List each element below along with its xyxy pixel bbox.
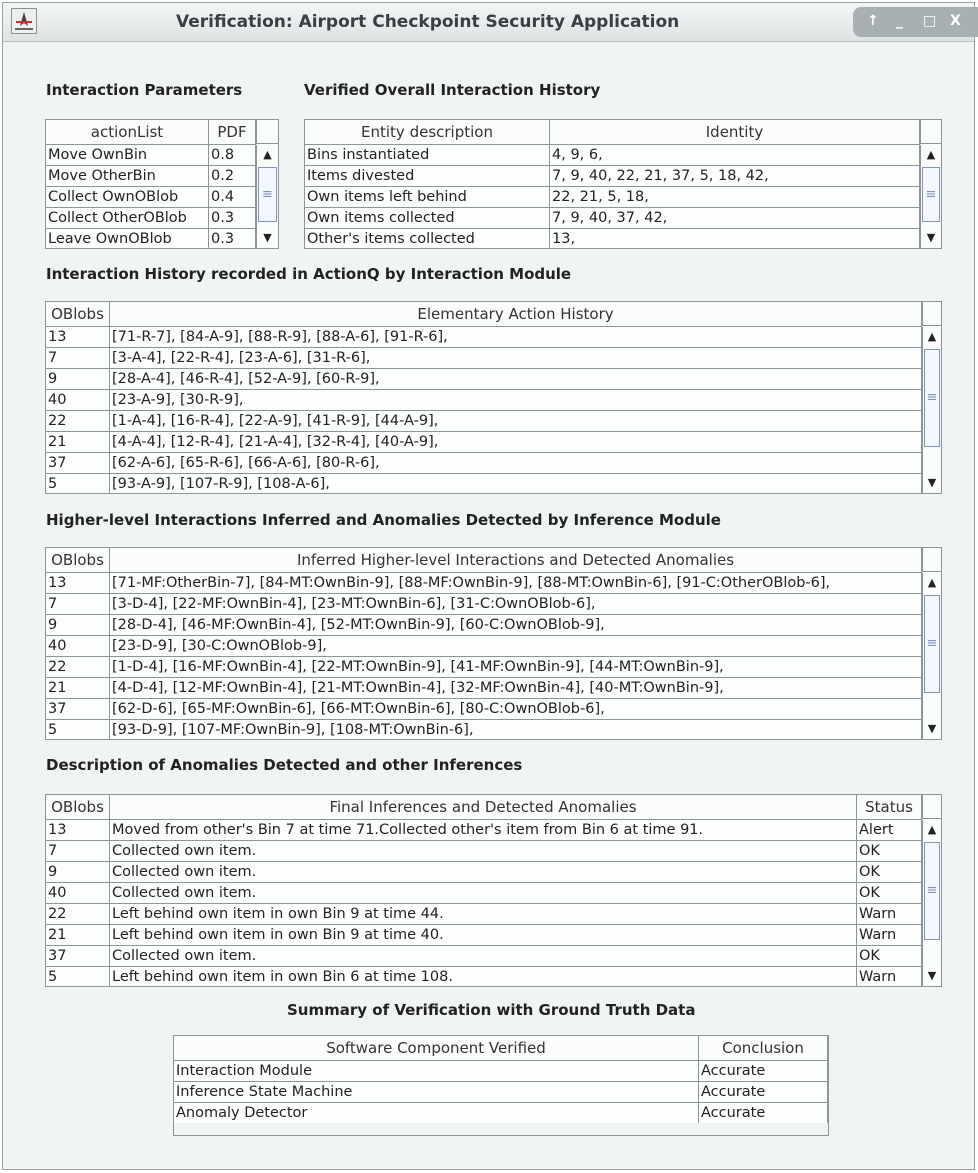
column-header[interactable]: PDF bbox=[209, 120, 256, 144]
table-cell: Warn bbox=[857, 925, 922, 945]
table-row[interactable] bbox=[46, 474, 922, 494]
close-icon[interactable]: X bbox=[950, 13, 961, 29]
column-header[interactable]: Identity bbox=[550, 120, 920, 144]
table-cell: [93-A-9], [107-R-9], [108-A-6], bbox=[110, 474, 922, 494]
table-cell: Collect OtherOBlob bbox=[46, 208, 209, 228]
table-cell: Collected own item. bbox=[110, 883, 857, 903]
table-cell: Interaction Module bbox=[174, 1061, 699, 1081]
table-cell: [3-D-4], [22-MF:OwnBin-4], [23-MT:OwnBin-6], [31-C:OwnOBlob-6], bbox=[110, 594, 922, 614]
overall-history-table[interactable] bbox=[304, 119, 942, 249]
scroll-down-icon[interactable]: ▼ bbox=[926, 231, 936, 244]
table-cell: 37 bbox=[46, 946, 110, 966]
minimize-icon[interactable]: _ bbox=[896, 13, 903, 29]
table-row[interactable] bbox=[46, 453, 922, 474]
scrollbar-corner bbox=[922, 795, 941, 819]
table-cell: Bins instantiated bbox=[305, 145, 550, 165]
table-cell: Left behind own item in own Bin 9 at time 40. bbox=[110, 925, 857, 945]
column-header[interactable]: Elementary Action History bbox=[110, 302, 922, 326]
table-cell: 0.3 bbox=[209, 229, 256, 249]
table-cell: 7 bbox=[46, 348, 110, 368]
table-cell: Collect OwnOBlob bbox=[46, 187, 209, 207]
table-cell: Move OtherBin bbox=[46, 166, 209, 186]
table-row[interactable] bbox=[46, 145, 256, 166]
title-bar[interactable] bbox=[3, 3, 974, 42]
table-cell: 22 bbox=[46, 657, 110, 677]
vertical-scrollbar[interactable] bbox=[922, 573, 941, 739]
scroll-down-icon[interactable]: ▼ bbox=[263, 231, 272, 244]
interaction-parameters-heading: Interaction Parameters bbox=[46, 81, 243, 99]
table-cell: Accurate bbox=[699, 1082, 828, 1102]
table-header bbox=[174, 1036, 828, 1061]
table-cell: Warn bbox=[857, 967, 922, 987]
action-history-heading: Interaction History recorded in ActionQ by Interaction Module bbox=[46, 265, 572, 283]
table-cell: 9 bbox=[46, 862, 110, 882]
scrollbar-corner bbox=[256, 120, 278, 144]
app-icon[interactable] bbox=[11, 8, 37, 34]
anomalies-heading: Description of Anomalies Detected and other Inferences bbox=[46, 756, 523, 774]
table-cell: 7 bbox=[46, 841, 110, 861]
table-cell: 5 bbox=[46, 720, 110, 740]
table-row[interactable] bbox=[174, 1061, 828, 1082]
scroll-down-icon[interactable]: ▼ bbox=[927, 969, 937, 982]
table-cell: 5 bbox=[46, 967, 110, 987]
scroll-thumb[interactable] bbox=[924, 595, 940, 693]
table-row[interactable] bbox=[46, 327, 922, 348]
table-header bbox=[46, 548, 922, 573]
table-body bbox=[46, 820, 922, 987]
overall-history-heading: Verified Overall Interaction History bbox=[304, 81, 601, 99]
table-cell: 13, bbox=[550, 229, 920, 249]
table-row[interactable] bbox=[305, 229, 920, 249]
table-cell: 0.8 bbox=[209, 145, 256, 165]
scroll-up-icon[interactable]: ▲ bbox=[263, 148, 272, 161]
table-row[interactable] bbox=[46, 573, 922, 594]
table-cell: OK bbox=[857, 883, 922, 903]
table-cell: [3-A-4], [22-R-4], [23-A-6], [31-R-6], bbox=[110, 348, 922, 368]
scroll-thumb[interactable] bbox=[924, 842, 940, 940]
scroll-up-icon[interactable]: ▲ bbox=[927, 576, 937, 589]
table-cell: 13 bbox=[46, 573, 110, 593]
table-cell: Own items collected bbox=[305, 208, 550, 228]
table-body bbox=[305, 145, 920, 249]
column-header[interactable]: Inferred Higher-level Interactions and Detected Anomalies bbox=[110, 548, 922, 572]
table-cell: 21 bbox=[46, 432, 110, 452]
table-cell: 4, 9, 6, bbox=[550, 145, 920, 165]
table-cell: Move OwnBin bbox=[46, 145, 209, 165]
table-cell: 40 bbox=[46, 390, 110, 410]
table-row[interactable] bbox=[46, 904, 922, 925]
inferred-interactions-table[interactable] bbox=[45, 547, 942, 740]
table-row[interactable] bbox=[46, 820, 922, 841]
table-row[interactable] bbox=[46, 229, 256, 249]
table-row[interactable] bbox=[305, 166, 920, 187]
summary-heading: Summary of Verification with Ground Truth Data bbox=[287, 1001, 696, 1019]
scroll-down-icon[interactable]: ▼ bbox=[927, 476, 937, 489]
table-row[interactable] bbox=[46, 369, 922, 390]
window-controls bbox=[853, 7, 978, 37]
scrollbar-corner bbox=[922, 302, 941, 326]
table-row[interactable] bbox=[46, 348, 922, 369]
anomalies-table[interactable] bbox=[45, 794, 942, 987]
scroll-down-icon[interactable]: ▼ bbox=[927, 722, 937, 735]
table-cell: OK bbox=[857, 862, 922, 882]
table-row[interactable] bbox=[46, 390, 922, 411]
table-cell: [62-A-6], [65-R-6], [66-A-6], [80-R-6], bbox=[110, 453, 922, 473]
table-cell: 0.3 bbox=[209, 208, 256, 228]
table-header bbox=[46, 302, 922, 327]
table-header bbox=[46, 795, 922, 820]
action-history-table[interactable] bbox=[45, 301, 942, 494]
table-cell: [93-D-9], [107-MF:OwnBin-9], [108-MT:OwnBin-6], bbox=[110, 720, 922, 740]
table-row[interactable] bbox=[46, 615, 922, 636]
window-up-icon[interactable]: ↑ bbox=[867, 13, 879, 29]
table-cell: OK bbox=[857, 946, 922, 966]
table-row[interactable] bbox=[305, 208, 920, 229]
table-cell: [23-D-9], [30-C:OwnOBlob-9], bbox=[110, 636, 922, 656]
vertical-scrollbar[interactable] bbox=[920, 145, 941, 248]
table-cell: 7, 9, 40, 37, 42, bbox=[550, 208, 920, 228]
table-cell: Collected own item. bbox=[110, 946, 857, 966]
table-cell: Collected own item. bbox=[110, 862, 857, 882]
table-row[interactable] bbox=[46, 432, 922, 453]
table-row[interactable] bbox=[174, 1082, 828, 1103]
table-cell: 13 bbox=[46, 327, 110, 347]
table-cell: 21 bbox=[46, 925, 110, 945]
table-row[interactable] bbox=[46, 636, 922, 657]
table-row[interactable] bbox=[46, 657, 922, 678]
table-cell: 0.2 bbox=[209, 166, 256, 186]
verification-summary-table[interactable] bbox=[173, 1035, 829, 1136]
scroll-up-icon[interactable]: ▲ bbox=[927, 330, 937, 343]
table-cell: 22 bbox=[46, 411, 110, 431]
table-cell: 0.4 bbox=[209, 187, 256, 207]
table-row[interactable] bbox=[46, 166, 256, 187]
table-cell: [71-MF:OtherBin-7], [84-MT:OwnBin-9], [88-MF:OwnBin-9], [88-MT:OwnBin-6], [91-C:OtherOBlob-6], bbox=[110, 573, 922, 593]
interaction-parameters-table[interactable] bbox=[45, 119, 279, 249]
table-row[interactable] bbox=[46, 699, 922, 720]
table-cell: 40 bbox=[46, 636, 110, 656]
table-cell: Items divested bbox=[305, 166, 550, 186]
column-header[interactable]: Software Component Verified bbox=[174, 1036, 699, 1060]
table-cell: 9 bbox=[46, 369, 110, 389]
table-cell: 37 bbox=[46, 699, 110, 719]
table-cell: Leave OwnOBlob bbox=[46, 229, 209, 249]
scroll-up-icon[interactable]: ▲ bbox=[926, 148, 936, 161]
scroll-thumb[interactable] bbox=[258, 167, 277, 222]
table-row[interactable] bbox=[46, 946, 922, 967]
table-cell: 37 bbox=[46, 453, 110, 473]
table-cell: Collected own item. bbox=[110, 841, 857, 861]
table-body bbox=[46, 327, 922, 494]
table-header bbox=[305, 120, 920, 145]
table-cell: [23-A-9], [30-R-9], bbox=[110, 390, 922, 410]
maximize-icon[interactable]: □ bbox=[923, 13, 937, 29]
table-cell: Warn bbox=[857, 904, 922, 924]
table-cell: 13 bbox=[46, 820, 110, 840]
scroll-up-icon[interactable]: ▲ bbox=[927, 823, 937, 836]
scrollbar-corner bbox=[922, 548, 941, 572]
vertical-scrollbar[interactable] bbox=[922, 327, 941, 493]
column-header[interactable]: Conclusion bbox=[699, 1036, 828, 1060]
table-row[interactable] bbox=[305, 145, 920, 166]
table-row[interactable] bbox=[174, 1103, 828, 1124]
table-row[interactable] bbox=[46, 678, 922, 699]
table-row[interactable] bbox=[46, 883, 922, 904]
table-cell: [28-A-4], [46-R-4], [52-A-9], [60-R-9], bbox=[110, 369, 922, 389]
table-row[interactable] bbox=[46, 594, 922, 615]
table-cell: OK bbox=[857, 841, 922, 861]
table-row[interactable] bbox=[46, 411, 922, 432]
table-row[interactable] bbox=[46, 208, 256, 229]
table-body bbox=[46, 573, 922, 740]
table-cell: [62-D-6], [65-MF:OwnBin-6], [66-MT:OwnBin-6], [80-C:OwnOBlob-6], bbox=[110, 699, 922, 719]
table-cell: [28-D-4], [46-MF:OwnBin-4], [52-MT:OwnBin-9], [60-C:OwnOBlob-9], bbox=[110, 615, 922, 635]
airport-checkpoint-icon bbox=[12, 9, 36, 33]
table-cell: 7, 9, 40, 22, 21, 37, 5, 18, 42, bbox=[550, 166, 920, 186]
table-row[interactable] bbox=[305, 187, 920, 208]
window-title: Verification: Airport Checkpoint Security Application bbox=[176, 12, 680, 32]
vertical-scrollbar[interactable] bbox=[922, 820, 941, 986]
table-cell: Accurate bbox=[699, 1103, 828, 1123]
table-cell: 9 bbox=[46, 615, 110, 635]
column-header[interactable]: Status bbox=[857, 795, 922, 819]
table-cell: Moved from other's Bin 7 at time 71.Collected other's item from Bin 6 at time 91. bbox=[110, 820, 857, 840]
column-header[interactable]: actionList bbox=[46, 120, 209, 144]
table-cell: Left behind own item in own Bin 6 at time 108. bbox=[110, 967, 857, 987]
table-row[interactable] bbox=[46, 720, 922, 740]
table-cell: 21 bbox=[46, 678, 110, 698]
table-cell: 40 bbox=[46, 883, 110, 903]
vertical-scrollbar[interactable] bbox=[256, 145, 278, 248]
table-cell: 7 bbox=[46, 594, 110, 614]
main-window bbox=[2, 2, 975, 1170]
column-header[interactable]: OBlobs bbox=[46, 302, 110, 326]
table-cell: 5 bbox=[46, 474, 110, 494]
table-cell: [1-D-4], [16-MF:OwnBin-4], [22-MT:OwnBin-9], [41-MF:OwnBin-9], [44-MT:OwnBin-9], bbox=[110, 657, 922, 677]
table-body bbox=[46, 145, 256, 249]
table-row[interactable] bbox=[46, 925, 922, 946]
table-row[interactable] bbox=[46, 187, 256, 208]
table-cell: 22 bbox=[46, 904, 110, 924]
column-header[interactable]: OBlobs bbox=[46, 795, 110, 819]
table-row[interactable] bbox=[46, 967, 922, 987]
table-cell: Anomaly Detector bbox=[174, 1103, 699, 1123]
scroll-thumb[interactable] bbox=[924, 349, 940, 447]
column-header[interactable]: Entity description bbox=[305, 120, 550, 144]
table-cell: [1-A-4], [16-R-4], [22-A-9], [41-R-9], [44-A-9], bbox=[110, 411, 922, 431]
table-cell: Left behind own item in own Bin 9 at time 44. bbox=[110, 904, 857, 924]
scrollbar-corner bbox=[920, 120, 941, 144]
table-cell: 22, 21, 5, 18, bbox=[550, 187, 920, 207]
inferred-heading: Higher-level Interactions Inferred and Anomalies Detected by Inference Module bbox=[46, 511, 721, 529]
column-header[interactable]: OBlobs bbox=[46, 548, 110, 572]
table-row[interactable] bbox=[46, 841, 922, 862]
table-cell: [71-R-7], [84-A-9], [88-R-9], [88-A-6], [91-R-6], bbox=[110, 327, 922, 347]
column-header[interactable]: Final Inferences and Detected Anomalies bbox=[110, 795, 857, 819]
table-row[interactable] bbox=[46, 862, 922, 883]
scroll-thumb[interactable] bbox=[922, 167, 940, 222]
table-cell: Inference State Machine bbox=[174, 1082, 699, 1102]
table-cell: Own items left behind bbox=[305, 187, 550, 207]
table-cell: Other's items collected bbox=[305, 229, 550, 249]
table-header bbox=[46, 120, 256, 145]
table-body bbox=[174, 1061, 828, 1124]
table-cell: [4-D-4], [12-MF:OwnBin-4], [21-MT:OwnBin-4], [32-MF:OwnBin-4], [40-MT:OwnBin-9], bbox=[110, 678, 922, 698]
table-cell: Alert bbox=[857, 820, 922, 840]
table-footer-space bbox=[174, 1123, 828, 1135]
table-cell: [4-A-4], [12-R-4], [21-A-4], [32-R-4], [40-A-9], bbox=[110, 432, 922, 452]
table-cell: Accurate bbox=[699, 1061, 828, 1081]
